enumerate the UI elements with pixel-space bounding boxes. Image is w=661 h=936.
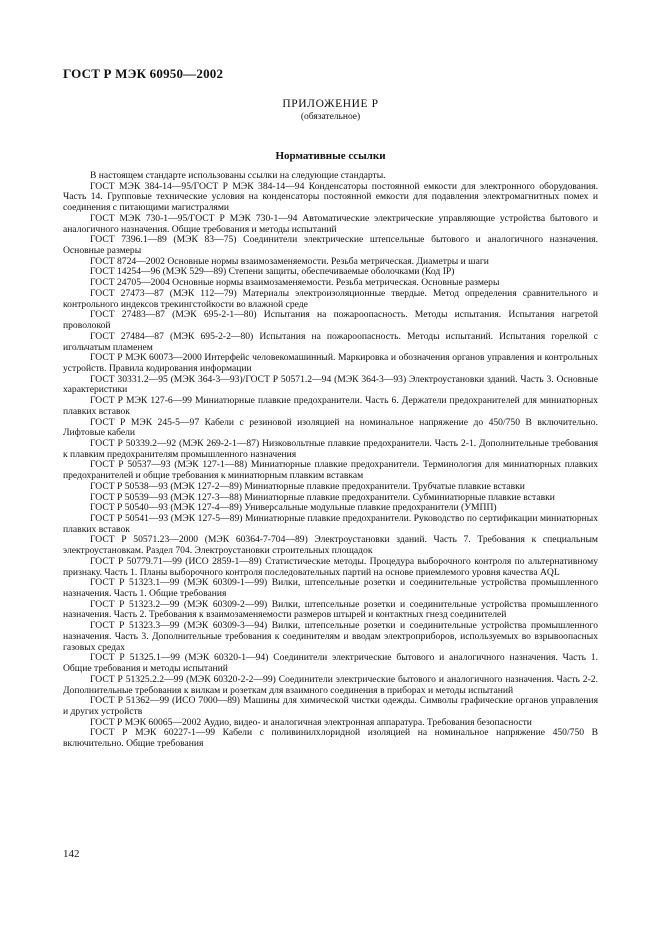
reference-entry: ГОСТ Р 51323.2—99 (МЭК 60309-2—99) Вилки, штепсельные розетки и соединительные устройства промышленного назначения. Часть 2. Требования к взаимозаменяемости размеров штырей и контактных гнезд соединителей xyxy=(63,598,598,621)
reference-entry: ГОСТ 14254—96 (МЭК 529—89) Степени защиты, обеспечиваемые оболочками (Код IP) xyxy=(90,266,455,278)
reference-entry: ГОСТ Р 50571.23—2000 (МЭК 60364-7-704—89) Электроустановки зданий. Часть 7. Требования к специальным электроустановкам. Раздел 704. Электроустановки строительных площадок xyxy=(63,534,598,557)
intro-paragraph: В настоящем стандарте использованы ссылки на следующие стандарты. xyxy=(90,170,386,181)
reference-entry: ГОСТ 30331.2—95 (МЭК 364-3—93)/ГОСТ Р 50571.2—94 (МЭК 364-3—93) Электроустановки зданий. Часть 3. Основные характеристики xyxy=(63,373,598,396)
reference-entry: ГОСТ 27484—87 (МЭК 695-2-2—80) Испытания на пожароопасность. Методы испытаний. Испытания горелкой с игольчатым пламенем xyxy=(63,330,598,353)
references-list xyxy=(63,171,598,750)
reference-entry: ГОСТ Р 51323.1—99 (МЭК 60309-1—99) Вилки, штепсельные розетки и соединительные устройства промышленного назначения. Часть 1. Общие требования xyxy=(63,577,598,600)
page-number: 142 xyxy=(63,848,80,860)
reference-entry: ГОСТ 7396.1—89 (МЭК 83—75) Соединители электрические штепсельные бытового и аналогичного назначения. Основные размеры xyxy=(63,234,598,257)
reference-entry: ГОСТ Р 50538—93 (МЭК 127-2—89) Миниатюрные плавкие предохранители. Трубчатые плавкие вставки xyxy=(90,480,525,492)
reference-entry: ГОСТ Р 50539—93 (МЭК 127-3—88) Миниатюрные плавкие предохранители. Субминиатюрные плавкие вставки xyxy=(90,491,555,503)
reference-entry: ГОСТ Р МЭК 60073—2000 Интерфейс человекомашинный. Маркировка и обозначения органов управления и контрольных устройств. Правила кодирования информации xyxy=(63,352,598,374)
reference-entry: ГОСТ Р МЭК 127-6—99 Миниатюрные плавкие предохранители. Часть 6. Держатели предохранителей для миниатюрных плавких вставок xyxy=(63,395,598,417)
reference-entry: ГОСТ МЭК 384-14—95/ГОСТ Р МЭК 384-14—94 Конденсаторы постоянной емкости для электронного оборудования. Часть 14. Групповые технические условия на конденсаторы постоянной емкости для подавления электромагнитных помех и соединения с питающими магистралями xyxy=(63,180,598,214)
reference-entry: ГОСТ Р 50339.2—92 (МЭК 269-2-1—87) Низковольтные плавкие предохранители. Часть 2-1. Дополнительные требования к плавким предохранителям промышленного назначения xyxy=(63,437,598,460)
section-title: Нормативные ссылки xyxy=(275,150,386,162)
reference-entry: ГОСТ Р 50540—93 (МЭК 127-4—89) Универсальные модульные плавкие предохранители (УМПП) xyxy=(90,502,497,514)
reference-entry: ГОСТ Р МЭК 60065—2002 Аудио, видео- и аналогичная электронная аппаратура. Требования безопасности xyxy=(90,716,532,728)
document-code-header: ГОСТ Р МЭК 60950—2002 xyxy=(63,66,224,81)
reference-entry: ГОСТ Р 50541—93 (МЭК 127-5—89) Миниатюрные плавкие предохранители. Руководство по сертификации миниатюрных плавких вставок xyxy=(63,513,598,535)
reference-entry: ГОСТ Р 50779.71—99 (ИСО 2859-1—89) Статистические методы. Процедура выборочного контроля по альтернативному признаку. Часть 1. Планы выборочного контроля последовательных партий на основе приемлемого уровня качества AQL xyxy=(63,555,598,578)
reference-entry: ГОСТ 24705—2004 Основные нормы взаимозаменяемости. Резьба метрическая. Основные размеры xyxy=(90,277,500,289)
reference-entry: ГОСТ 8724—2002 Основные нормы взаимозаменяемости. Резьба метрическая. Диаметры и шаги xyxy=(90,255,489,267)
reference-entry: ГОСТ Р 51323.3—99 (МЭК 60309-3—94) Вилки, штепсельные розетки и соединительные устройства промышленного назначения. Часть 3. Дополнительные требования к соединителям и вводам электроприборов, используемых во взрывоопасных газовых средах xyxy=(63,620,598,653)
appendix-status: (обязательное) xyxy=(300,112,361,122)
appendix-title: ПРИЛОЖЕНИЕ Р xyxy=(282,98,379,110)
reference-entry: ГОСТ Р 51325.1—99 (МЭК 60320-1—94) Соединители электрические бытового и аналогичного назначения. Часть 1. Общие требования и методы испытаний xyxy=(63,652,598,675)
reference-entry: ГОСТ Р МЭК 60227-1—99 Кабели с поливинилхлоридной изоляцией на номинальное напряжение 450/750 В включительно. Общие требования xyxy=(63,727,598,750)
reference-entry: ГОСТ 27473—87 (МЭК 112—79) Материалы электроизоляционные твердые. Метод определения сравнительного и контрольного индексов трекингстойкости во влажной среде xyxy=(63,287,598,310)
reference-entry: ГОСТ Р 50537—93 (МЭК 127-1—88) Миниатюрные плавкие предохранители. Терминология для миниатюрных плавких предохранителей и общие требования к миниатюрным плавким вставкам xyxy=(63,459,598,482)
reference-entry: ГОСТ Р 51362—99 (ИСО 7000—89) Машины для химической чистки одежды. Символы графические органов управления и других устройств xyxy=(63,695,598,717)
reference-entry: ГОСТ Р МЭК 245-5—97 Кабели с резиновой изоляцией на номинальное напряжение до 450/750 В включительно. Лифтовые кабели xyxy=(63,416,598,439)
reference-entry: ГОСТ МЭК 730-1—95/ГОСТ Р МЭК 730-1—94 Автоматические электрические управляющие устройства бытового и аналогичного назначения. Общие требования и методы испытаний xyxy=(63,212,598,235)
reference-entry: ГОСТ 27483—87 (МЭК 695-2-1—80) Испытания на пожароопасность. Методы испытания. Испытания нагретой проволокой xyxy=(63,309,598,332)
reference-entry: ГОСТ Р 51325.2.2—99 (МЭК 60320-2-2—99) Соединители электрические бытового и аналогичного назначения. Часть 2-2. Дополнительные требования к вилкам и розеткам для взаимного соединения в приборах и методы испытаний xyxy=(63,673,598,696)
